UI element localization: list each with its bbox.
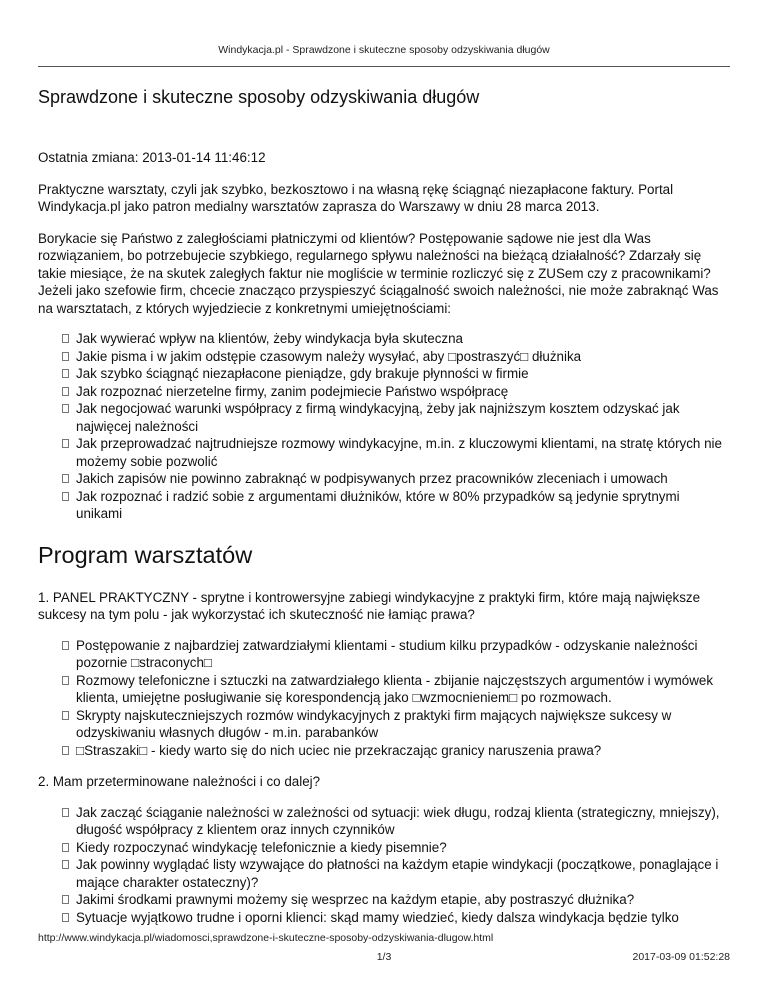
article-content	[38, 86, 728, 940]
intro-paragraph: Praktyczne warsztaty, czyli jak szybko, bezkosztowo i na własną rękę ściągnąć niezapłacone faktury. Portal Windykacja.pl jako patron medialny warsztatów zaprasza do Warszawy w dniu 28 marca 2013.	[38, 181, 674, 214]
skills-list	[38, 330, 728, 523]
body-paragraph: Borykacie się Państwo z zaległościami płatniczymi od klientów? Postępowanie sądowe nie jest dla Was rozwiązaniem, bo potrzebujecie szybkiego, regularnego spływu należności na bieżącą działalność? Zdarzały się takie miesiące, że na skutek zaległych faktur nie mogliście w terminie rozliczyć się z ZUSem czy z pracownikami? Jeżeli jako szefowie firm, chcecie znacząco przyspieszyć ściągalność swoich należności, nie może zabraknąć Was na warsztatach, z których wyjedziecie z konkretnymi umiejętnościami:	[38, 230, 719, 316]
bullet-box-icon	[62, 913, 69, 922]
list-item: Jak szybko ściągnąć niezapłacone pieniądze, gdy brakuje płynności w firmie	[62, 365, 728, 383]
list-item: Jak rozpoznać i radzić sobie z argumentami dłużników, które w 80% przypadków są jedynie sprytnymi unikami	[62, 488, 728, 523]
bullet-box-icon	[62, 439, 69, 448]
footer-url: http://www.windykacja.pl/wiadomosci,sprawdzone-i-skuteczne-sposoby-odzyskiwania-dlugow.html	[38, 932, 494, 944]
bullet-box-icon	[62, 404, 69, 413]
footer-timestamp: 2017-03-09 01:52:28	[632, 951, 730, 963]
list-item: Skrypty najskuteczniejszych rozmów windykacyjnych z praktyki firm mających największe sukcesy w odzyskiwaniu własnych długów - m.in. parabanków	[62, 707, 728, 742]
list-item: Jak przeprowadzać najtrudniejsze rozmowy windykacyjne, m.in. z kluczowymi klientami, na stratę których nie możemy sobie pozwolić	[62, 435, 728, 470]
program-heading: Program warsztatów	[38, 541, 253, 568]
list-item: Jakie pisma i w jakim odstępie czasowym należy wysyłać, aby □postraszyć□ dłużnika	[62, 348, 728, 366]
header-divider	[38, 66, 730, 67]
page-number: 1/3	[376, 951, 392, 963]
bullet-box-icon	[62, 352, 69, 361]
list-item: Jak rozpoznać nierzetelne firmy, zanim podejmiecie Państwo współpracę	[62, 383, 728, 401]
bullet-box-icon	[62, 676, 69, 685]
page-header: Windykacja.pl - Sprawdzone i skuteczne sposoby odzyskiwania długów	[218, 44, 550, 56]
panel-2-heading: 2. Mam przeterminowane należności i co dalej?	[38, 774, 321, 789]
bullet-box-icon	[62, 387, 69, 396]
bullet-box-icon	[62, 474, 69, 483]
list-item: Jakimi środkami prawnymi możemy się wesprzec na każdym etapie, aby postraszyć dłużnika?	[62, 891, 728, 909]
panel-1-list	[38, 637, 728, 760]
bullet-box-icon	[62, 895, 69, 904]
list-item: Postępowanie z najbardziej zatwardziałymi klientami - studium kilku przypadków - odzyskanie należności pozornie □straconych□	[62, 637, 728, 672]
panel-2-list	[38, 804, 728, 927]
bullet-box-icon	[62, 334, 69, 343]
bullet-box-icon	[62, 808, 69, 817]
list-item: Jak negocjować warunki współpracy z firmą windykacyjną, żeby jak najniższym kosztem odzyskać jak najwięcej należności	[62, 400, 728, 435]
list-item: Jak zacząć ściąganie należności w zależności od sytuacji: wiek długu, rodzaj klienta (strategiczny, mniejszy), długość współpracy z klientem oraz innych czynników	[62, 804, 728, 839]
list-item: Sytuacje wyjątkowo trudne i oporni klienci: skąd mamy wiedzieć, kiedy dalsza windykacja będzie tylko	[62, 909, 728, 927]
bullet-box-icon	[62, 746, 69, 755]
bullet-box-icon	[62, 860, 69, 869]
list-item: □Straszaki□ - kiedy warto się do nich uciec nie przekraczając granicy naruszenia prawa?	[62, 742, 728, 760]
list-item: Rozmowy telefoniczne i sztuczki na zatwardziałego klienta - zbijanie najczęstszych argumentów i wymówek klienta, umiejętne posługiwanie się korespondencją jako □wzmocnieniem□ po rozmowach.	[62, 672, 728, 707]
bullet-box-icon	[62, 641, 69, 650]
article-title: Sprawdzone i skuteczne sposoby odzyskiwania długów	[38, 87, 480, 107]
bullet-box-icon	[62, 711, 69, 720]
panel-1-heading: 1. PANEL PRAKTYCZNY - sprytne i kontrowersyjne zabiegi windykacyjne z praktyki firm, które mają największe sukcesy na tym polu - jak wykorzystać ich skuteczność nie łamiąc prawa?	[38, 589, 701, 622]
list-item: Jak wywierać wpływ na klientów, żeby windykacja była skuteczna	[62, 330, 728, 348]
bullet-box-icon	[62, 492, 69, 501]
list-item: Jak powinny wyglądać listy wzywające do płatności na każdym etapie windykacji (początkowe, ponaglające i mające charakter ostateczny)?	[62, 856, 728, 891]
last-modified: Ostatnia zmiana: 2013-01-14 11:46:12	[38, 150, 266, 165]
bullet-box-icon	[62, 843, 69, 852]
list-item: Jakich zapisów nie powinno zabraknąć w podpisywanych przez pracowników zleceniach i umowach	[62, 470, 728, 488]
list-item: Kiedy rozpoczynać windykację telefonicznie a kiedy pisemnie?	[62, 839, 728, 857]
bullet-box-icon	[62, 369, 69, 378]
